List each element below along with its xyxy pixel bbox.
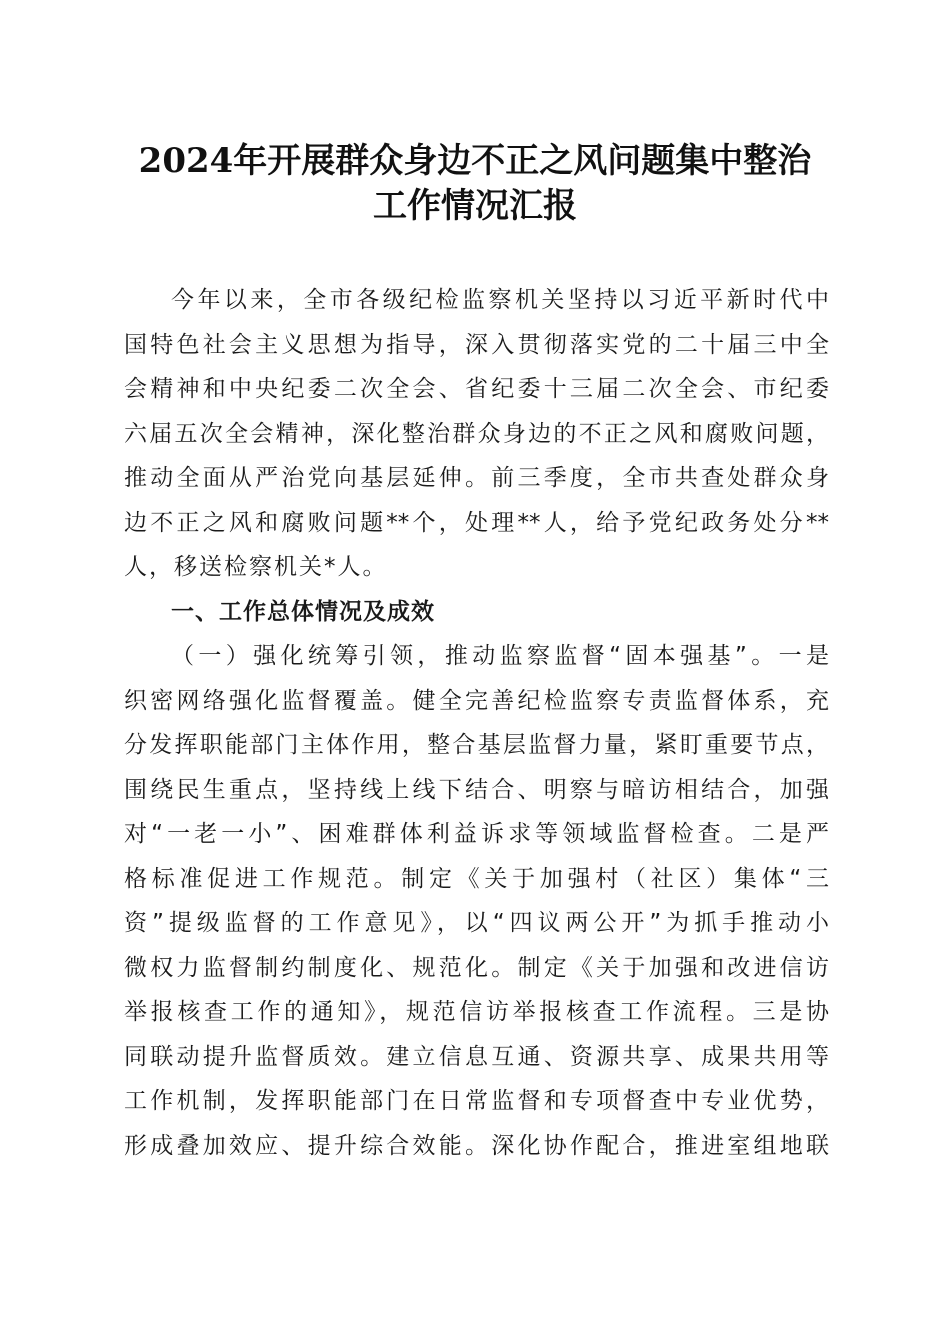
paragraph-line: 今年以来，全市各级纪检监察机关坚持以习近平新时代中 [171, 287, 829, 313]
paragraph-line: 对“一老一小”、困难群体利益诉求等领域监督检查。二是严 [124, 821, 829, 847]
section-heading: 一、工作总体情况及成效 [171, 599, 435, 625]
paragraph-line: 形成叠加效应、提升综合效能。深化协作配合，推进室组地联 [124, 1133, 829, 1159]
paragraph-line: 分发挥职能部门主体作用，整合基层监督力量，紧盯重要节点， [124, 732, 829, 758]
document-title-line-2: 工作情况汇报 [373, 186, 577, 226]
paragraph-line: 织密网络强化监督覆盖。健全完善纪检监察专责监督体系，充 [124, 688, 829, 714]
paragraph-line: 会精神和中央纪委二次全会、省纪委十三届二次全会、市纪委 [124, 376, 829, 402]
paragraph-line: 举报核查工作的通知》，规范信访举报核查工作流程。三是协 [124, 999, 829, 1025]
paragraph-line: 资”提级监督的工作意见》，以“四议两公开”为抓手推动小 [124, 910, 829, 936]
paragraph-line: 人，移送检察机关*人。 [124, 554, 388, 580]
paragraph-line: 推动全面从严治党向基层延伸。前三季度，全市共查处群众身 [124, 465, 829, 491]
paragraph-line: 六届五次全会精神，深化整治群众身边的不正之风和腐败问题， [124, 421, 829, 447]
paragraph-line: 工作机制，发挥职能部门在日常监督和专项督查中专业优势， [124, 1088, 829, 1114]
paragraph-line: （一）强化统筹引领，推动监察监督“固本强基”。一是 [171, 643, 829, 669]
paragraph-line: 国特色社会主义思想为指导，深入贯彻落实党的二十届三中全 [124, 332, 829, 358]
paragraph-line: 微权力监督制约制度化、规范化。制定《关于加强和改进信访 [124, 955, 829, 981]
paragraph-line: 边不正之风和腐败问题**个，处理**人，给予党纪政务处分** [124, 510, 829, 536]
document-title-line-1: 2024年开展群众身边不正之风问题集中整治 [138, 141, 812, 181]
paragraph-line: 格标准促进工作规范。制定《关于加强村（社区）集体“三 [124, 866, 829, 892]
paragraph-line: 同联动提升监督质效。建立信息互通、资源共享、成果共用等 [124, 1044, 829, 1070]
paragraph-line: 围绕民生重点，坚持线上线下结合、明察与暗访相结合，加强 [124, 777, 829, 803]
